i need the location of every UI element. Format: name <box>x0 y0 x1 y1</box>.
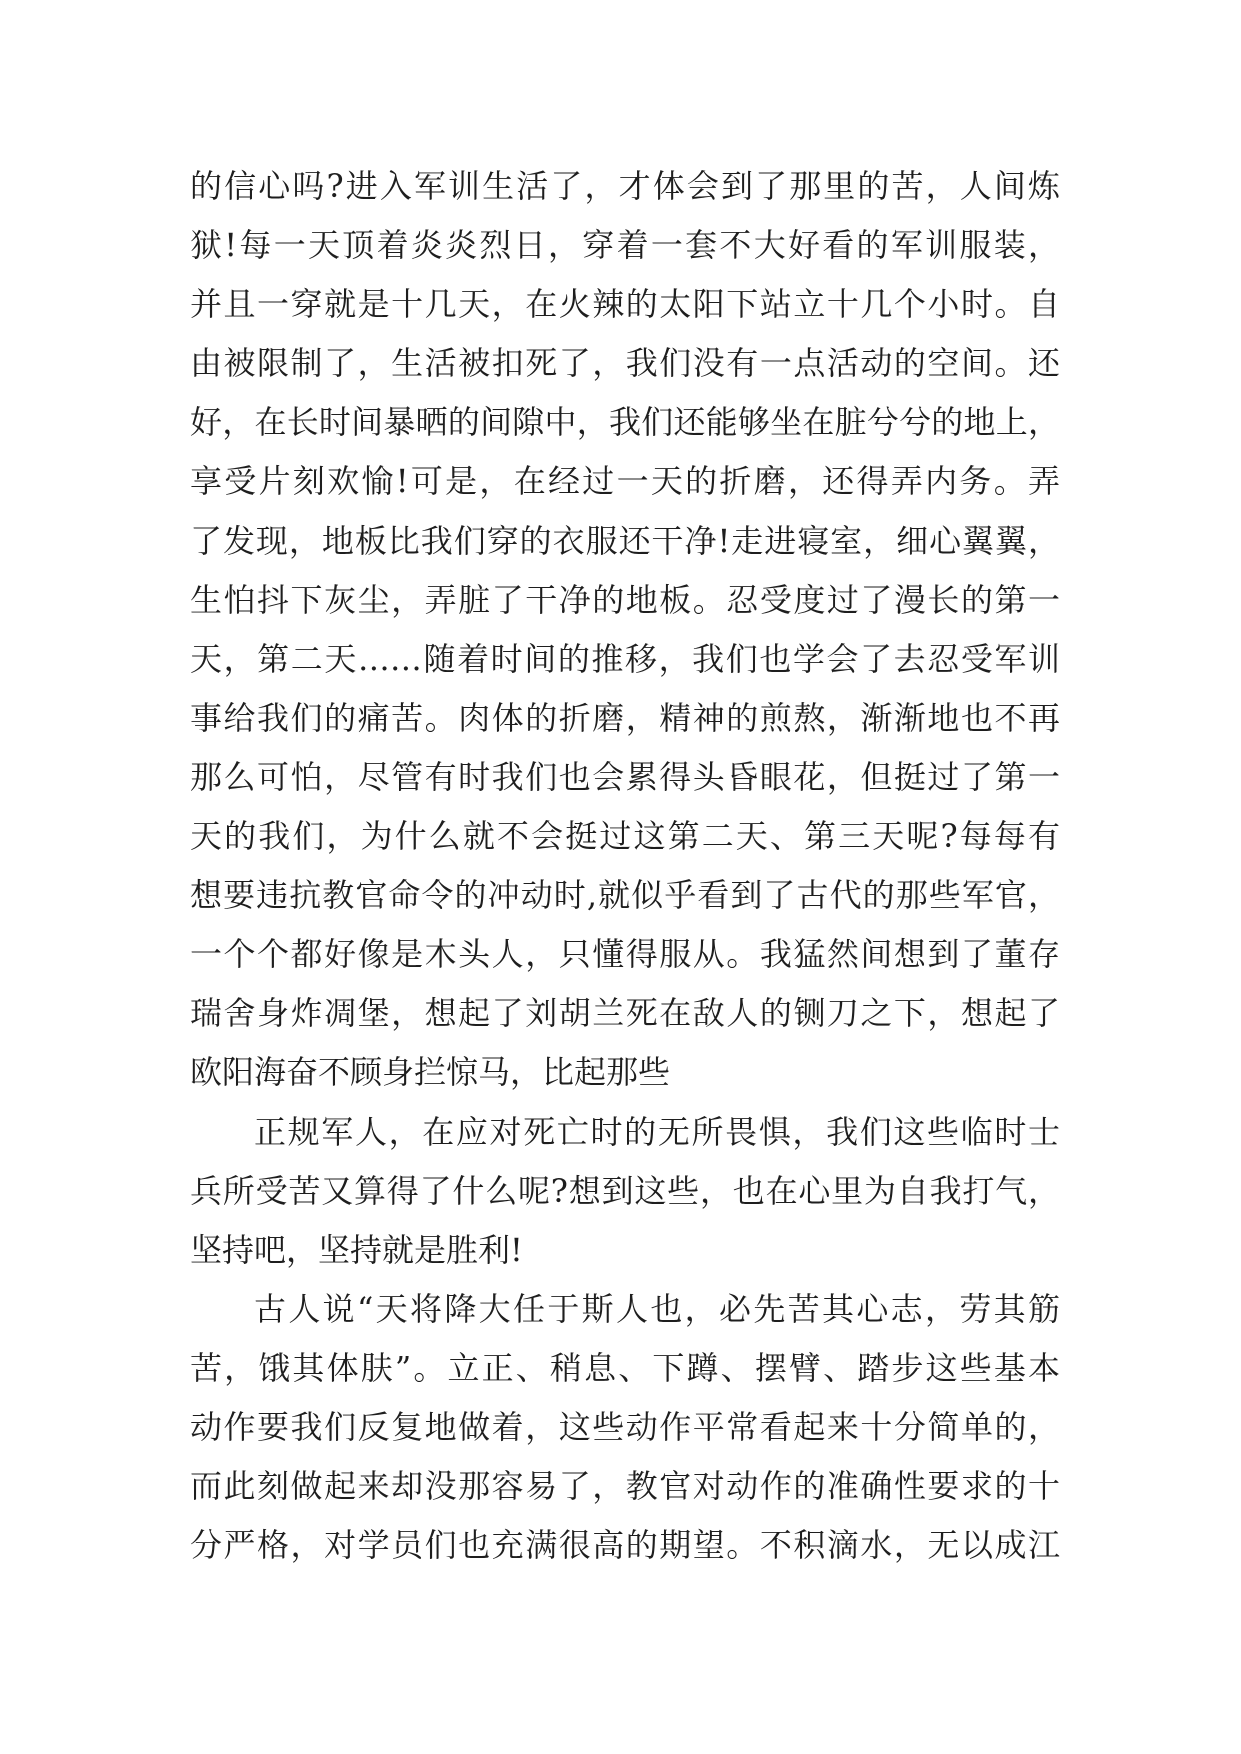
text-line: 了发现，地板比我们穿的衣服还干净!走进寝室，细心翼翼， <box>190 521 1060 560</box>
text-line: 动作要我们反复地做着，这些动作平常看起来十分简单的， <box>190 1407 1060 1446</box>
text-line: 古人说“天将降大任于斯人也，必先苦其心志，劳其筋 <box>254 1289 1060 1328</box>
text-line: 并且一穿就是十几天，在火辣的太阳下站立十几个小时。自 <box>190 285 1060 324</box>
body-text <box>190 157 1060 1575</box>
paragraph-2 <box>190 1103 1060 1280</box>
text-line: 想要违抗教官命令的冲动时,就似乎看到了古代的那些军官， <box>190 876 1060 915</box>
text-line: 正规军人，在应对死亡时的无所畏惧，我们这些临时士 <box>254 1112 1060 1151</box>
text-line: 欧阳海奋不顾身拦惊马，比起那些 <box>190 1053 671 1092</box>
text-line: 事给我们的痛苦。肉体的折磨，精神的煎熬，渐渐地也不再 <box>190 698 1060 737</box>
text-line: 瑞舍身炸凋堡，想起了刘胡兰死在敌人的铡刀之下，想起了 <box>190 994 1060 1033</box>
text-line: 生怕抖下灰尘，弄脏了干净的地板。忍受度过了漫长的第一 <box>190 580 1060 619</box>
text-line: 天，第二天……随着时间的推移，我们也学会了去忍受军训 <box>190 639 1060 678</box>
text-line: 一个个都好像是木头人，只懂得服从。我猛然间想到了董存 <box>190 935 1060 974</box>
text-line: 狱!每一天顶着炎炎烈日，穿着一套不大好看的军训服装， <box>190 226 1060 265</box>
paragraph-3 <box>190 1280 1060 1575</box>
text-line: 而此刻做起来却没那容易了，教官对动作的准确性要求的十 <box>190 1467 1060 1506</box>
paragraph-1 <box>190 157 1060 1103</box>
text-line: 天的我们，为什么就不会挺过这第二天、第三天呢?每每有 <box>190 817 1060 856</box>
text-line: 由被限制了，生活被扣死了，我们没有一点活动的空间。还 <box>190 344 1060 383</box>
text-line: 那么可怕，尽管有时我们也会累得头昏眼花，但挺过了第一 <box>190 757 1060 796</box>
text-line: 好，在长时间暴晒的间隙中，我们还能够坐在脏兮兮的地上， <box>190 403 1060 442</box>
text-line: 兵所受苦又算得了什么呢?想到这些，也在心里为自我打气， <box>190 1171 1060 1210</box>
text-line: 苦，饿其体肤”。立正、稍息、下蹲、摆臂、踏步这些基本 <box>190 1348 1060 1387</box>
text-line: 的信心吗?进入军训生活了，才体会到了那里的苦，人间炼 <box>190 167 1060 205</box>
text-line: 坚持吧，坚持就是胜利! <box>190 1230 523 1269</box>
text-line: 享受片刻欢愉!可是，在经过一天的折磨，还得弄内务。弄 <box>190 462 1060 501</box>
text-line: 分严格，对学员们也充满很高的期望。不积滴水，无以成江 <box>190 1526 1060 1565</box>
